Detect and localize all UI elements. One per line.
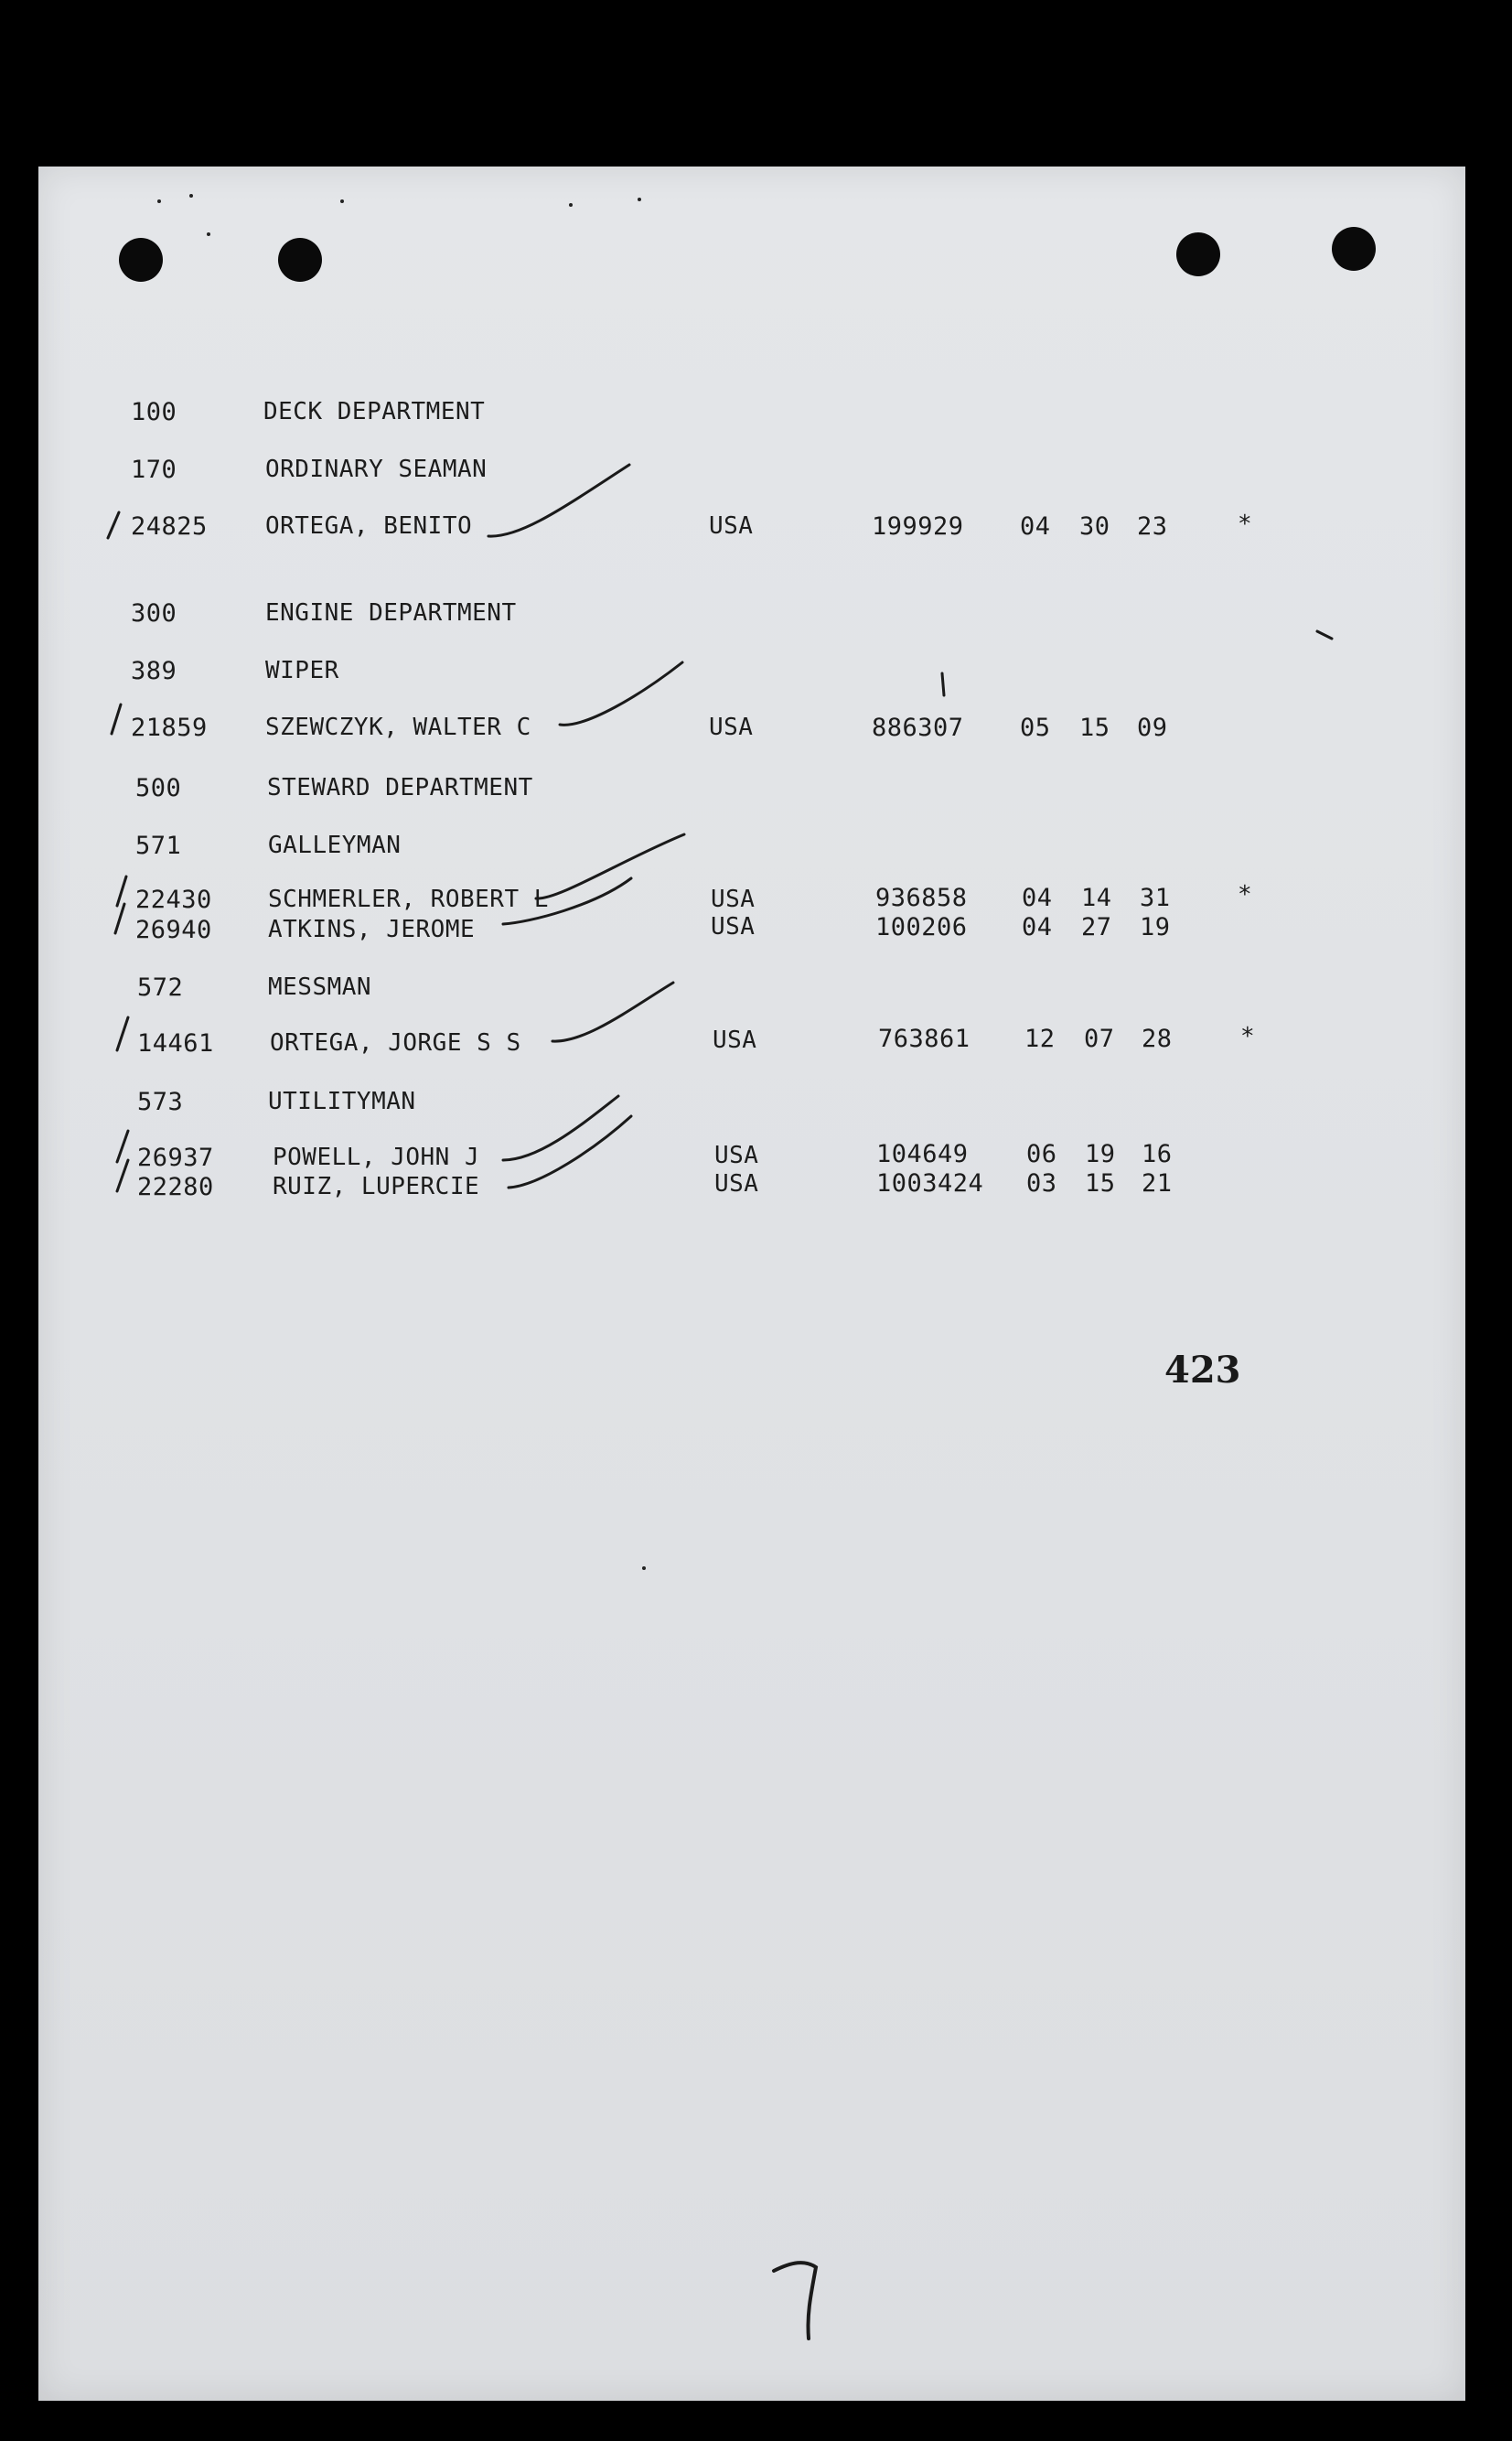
department-code: 300 — [131, 599, 177, 628]
crew-date-year: 21 — [1142, 1169, 1173, 1198]
crew-number: 1003424 — [876, 1169, 984, 1198]
crew-date-day: 30 — [1079, 512, 1110, 541]
department-code: 100 — [131, 398, 177, 426]
crew-name: SCHMERLER, ROBERT L — [268, 886, 549, 913]
punch-hole-2 — [278, 238, 322, 282]
rating-title: WIPER — [265, 657, 339, 684]
crew-date-month: 03 — [1026, 1169, 1057, 1198]
crew-date-year: 19 — [1140, 913, 1171, 941]
crew-date-day: 15 — [1079, 714, 1110, 742]
crew-date-year: 28 — [1142, 1025, 1173, 1053]
crew-date-month: 04 — [1022, 913, 1053, 941]
crew-name: RUIZ, LUPERCIE — [273, 1173, 480, 1200]
department-name: STEWARD DEPARTMENT — [267, 774, 533, 801]
crew-date-year: 16 — [1142, 1140, 1173, 1168]
crew-number: 763861 — [878, 1025, 970, 1053]
crew-nationality: USA — [711, 886, 756, 913]
speck — [569, 203, 573, 207]
crew-date-year: 09 — [1137, 714, 1168, 742]
punch-hole-3 — [1176, 232, 1220, 276]
crew-id: 21859 — [131, 714, 208, 742]
rating-title: ORDINARY SEAMAN — [265, 456, 488, 483]
crew-id: 22280 — [137, 1173, 214, 1201]
crew-date-month: 05 — [1020, 714, 1051, 742]
rating-title: MESSMAN — [268, 973, 372, 1001]
crew-date-year: 31 — [1140, 884, 1171, 912]
crew-nationality: USA — [714, 1170, 759, 1198]
crew-number: 199929 — [872, 512, 964, 541]
crew-name: POWELL, JOHN J — [273, 1144, 480, 1171]
speck — [340, 199, 344, 203]
rating-title: UTILITYMAN — [268, 1088, 416, 1115]
department-name: DECK DEPARTMENT — [263, 398, 486, 425]
speck — [642, 1566, 646, 1570]
rating-code: 572 — [137, 973, 184, 1002]
crew-id: 22430 — [135, 886, 212, 914]
crew-mark: * — [1238, 881, 1253, 909]
crew-nationality: USA — [709, 512, 754, 540]
crew-date-day: 15 — [1085, 1169, 1116, 1198]
crew-number: 104649 — [876, 1140, 969, 1168]
rating-title: GALLEYMAN — [268, 832, 402, 859]
crew-nationality: USA — [713, 1027, 757, 1054]
crew-nationality: USA — [714, 1142, 759, 1169]
rating-code: 571 — [135, 832, 182, 860]
crew-id: 26940 — [135, 916, 212, 944]
speck — [638, 198, 641, 201]
crew-nationality: USA — [709, 714, 754, 741]
crew-date-day: 07 — [1084, 1025, 1115, 1053]
speck — [157, 199, 161, 203]
crew-id: 24825 — [131, 512, 208, 541]
crew-name: ORTEGA, BENITO — [265, 512, 473, 540]
crew-name: ATKINS, JEROME — [268, 916, 476, 943]
crew-mark: * — [1240, 1023, 1256, 1050]
department-name: ENGINE DEPARTMENT — [265, 599, 517, 627]
crew-number: 936858 — [875, 884, 968, 912]
crew-name: SZEWCZYK, WALTER C — [265, 714, 531, 741]
speck — [207, 232, 210, 236]
speck — [189, 194, 193, 198]
rating-code: 573 — [137, 1088, 184, 1116]
crew-name: ORTEGA, JORGE S S — [270, 1029, 521, 1057]
page-number: 423 — [1164, 1349, 1241, 1392]
punch-hole-1 — [119, 238, 163, 282]
crew-date-month: 06 — [1026, 1140, 1057, 1168]
crew-date-month: 04 — [1020, 512, 1051, 541]
crew-id: 26937 — [137, 1144, 214, 1172]
crew-date-year: 23 — [1137, 512, 1168, 541]
crew-date-day: 19 — [1085, 1140, 1116, 1168]
rating-code: 389 — [131, 657, 177, 685]
document-page — [38, 167, 1465, 2401]
crew-number: 886307 — [872, 714, 964, 742]
crew-date-month: 12 — [1024, 1025, 1056, 1053]
punch-hole-4 — [1332, 227, 1376, 271]
crew-date-day: 14 — [1081, 884, 1112, 912]
crew-date-month: 04 — [1022, 884, 1053, 912]
crew-date-day: 27 — [1081, 913, 1112, 941]
crew-id: 14461 — [137, 1029, 214, 1058]
rating-code: 170 — [131, 456, 177, 484]
crew-number: 100206 — [875, 913, 968, 941]
crew-nationality: USA — [711, 913, 756, 941]
crew-mark: * — [1238, 511, 1253, 538]
department-code: 500 — [135, 774, 182, 802]
